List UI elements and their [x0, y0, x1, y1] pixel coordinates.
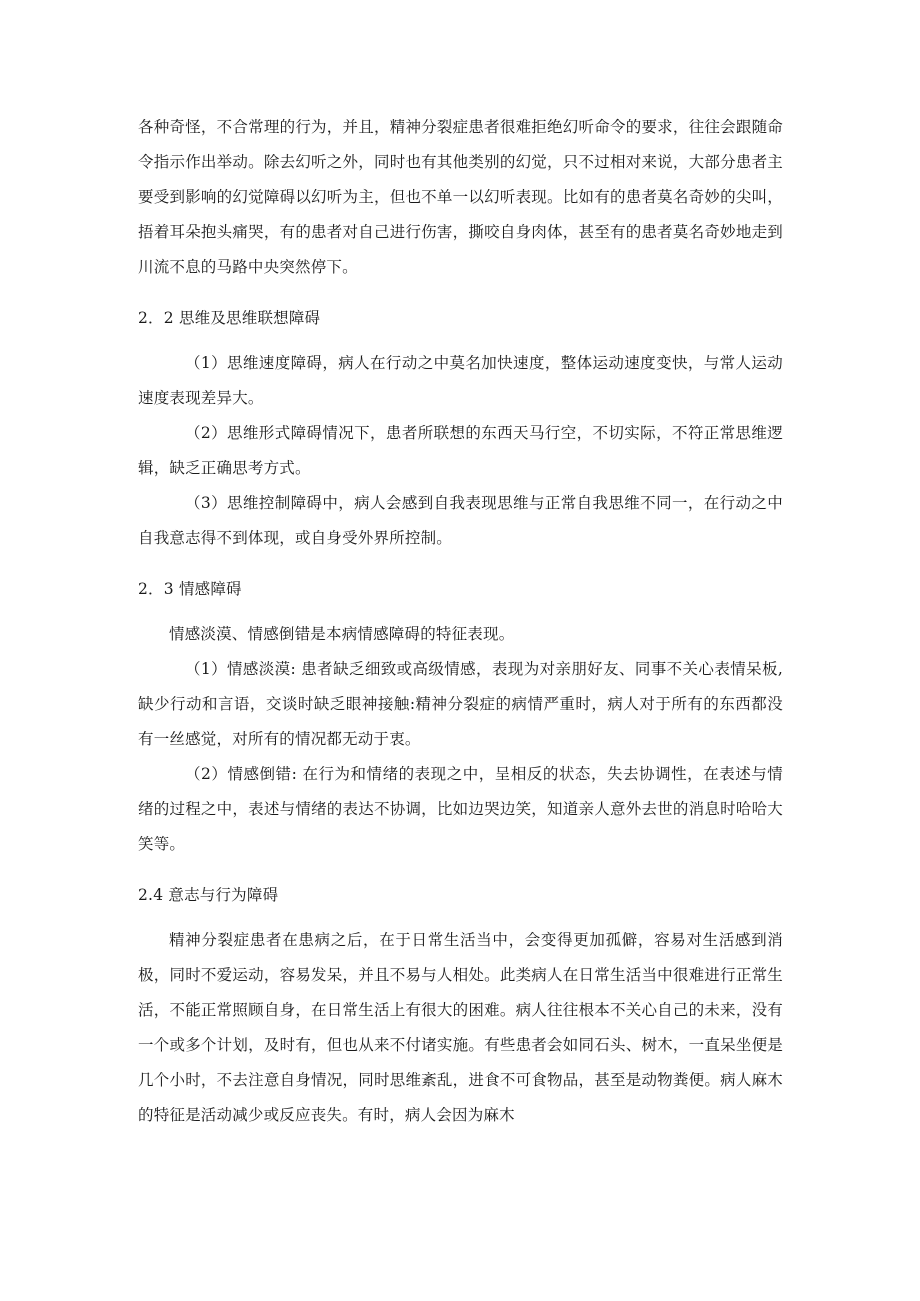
- list-item-2-3-2: （2）情感倒错: 在行为和情绪的表现之中，呈相反的状态，失去协调性，在表述与情绪的过程之中，表述与情绪的表达不协调，比如边哭边笑，知道亲人意外去世的消息时哈哈大笑等。: [138, 765, 783, 853]
- list-item-2-2-3: （3）思维控制障碍中，病人会感到自我表现思维与正常自我思维不同一，在行动之中自我意志得不到体现，或自身受外界所控制。: [138, 494, 783, 547]
- document-page: [138, 110, 783, 1133]
- section-2-3-intro: 情感淡漠、情感倒错是本病情感障碍的特征表现。: [169, 625, 515, 643]
- section-heading-2-2: 2．2 思维及思维联想障碍: [138, 309, 321, 327]
- section-heading-2-4: 2.4 意志与行为障碍: [138, 886, 279, 904]
- intro-paragraph: 各种奇怪，不合常理的行为，并且，精神分裂症患者很难拒绝幻听命令的要求，往往会跟随命令指示作出举动。除去幻听之外，同时也有其他类别的幻觉，只不过相对来说，大部分患者主要受到影响的幻觉障碍以幻听为主，但也不单一以幻听表现。比如有的患者莫名奇妙的尖叫，捂着耳朵抱头痛哭，有的患者对自己进行伤害，撕咬自身肉体，甚至有的患者莫名奇妙地走到川流不息的马路中央突然停下。: [138, 118, 783, 276]
- list-item-2-2-2: （2）思维形式障碍情况下，患者所联想的东西天马行空，不切实际，不符正常思维逻辑，缺乏正确思考方式。: [138, 424, 783, 477]
- section-heading-2-3: 2．3 情感障碍: [138, 580, 242, 598]
- list-item-2-3-1: （1）情感淡漠: 患者缺乏细致或高级情感，表现为对亲朋好友、同事不关心表情呆板,缺少行动和言语，交谈时缺乏眼神接触:精神分裂症的病情严重时，病人对于所有的东西都没有一丝感觉，对所有的情况都无动于衷。: [138, 660, 783, 748]
- list-item-2-2-1: （1）思维速度障碍，病人在行动之中莫名加快速度，整体运动速度变快，与常人运动速度表现差异大。: [138, 354, 783, 407]
- section-2-4-paragraph: 精神分裂症患者在患病之后，在于日常生活当中，会变得更加孤僻，容易对生活感到消极，同时不爱运动，容易发呆，并且不易与人相处。此类病人在日常生活当中很难进行正常生活，不能正常照顾自身，在日常生活上有很大的困难。病人往往根本不关心自己的未来，没有一个或多个计划，及时有，但也从来不付诸实施。有些患者会如同石头、树木，一直呆坐便是几个小时，不去注意自身情况，同时思维紊乱，进食不可食物品，甚至是动物粪便。病人麻木的特征是活动减少或反应丧失。有时，病人会因为麻木: [138, 931, 783, 1124]
